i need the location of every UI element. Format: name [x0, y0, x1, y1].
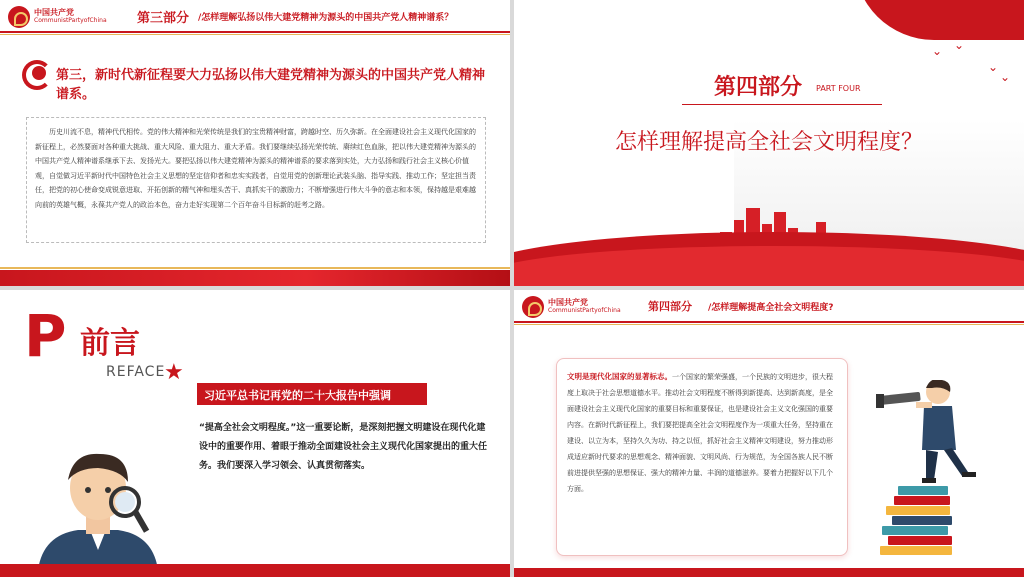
- bird-icon: ⌄: [954, 38, 965, 52]
- header-gold-line: [0, 34, 510, 35]
- preface-subtitle: REFACE: [106, 364, 166, 380]
- section-label: 第三部分: [137, 11, 190, 26]
- logo-text-cn: 中国共产党: [34, 8, 74, 17]
- footer-bar: [0, 564, 510, 577]
- star-icon: ★: [164, 360, 184, 385]
- slide-thumbnail-3[interactable]: [0, 290, 510, 577]
- header-gold-line: [514, 324, 1024, 325]
- logo-text-cn: 中国共产党: [548, 298, 588, 307]
- body-box: [26, 117, 486, 243]
- preface-title: 前言: [80, 326, 140, 361]
- section-subtitle-en: PART FOUR: [816, 84, 861, 93]
- main-title: 怎样理解提高全社会文明程度？: [614, 130, 923, 155]
- red-ribbon-light: [514, 246, 1024, 286]
- red-flag-decoration: [854, 0, 1024, 40]
- party-emblem-icon: [8, 6, 30, 28]
- card-body: 一个国家的繁荣强盛，一个民族的文明进步，很大程度上取决于社会思想道德水平。推动社会文明程度不断得到新提高、达到新高度，是全面建设社会主义现代化国家的重要目标和重要保证，也是建设社会主义文化强国的重要内容。在新时代新征程上，我们要把提高全社会文明程度作为一项重大任务，坚持重在建设、以立为本，坚持久久为功、持之以恒，抓好社会主义精神文明建设，努力推动形成适应新时代要求的思想观念、精神面貌、文明风尚、行为规范，为全国各族人民不断前进提供坚强的思想保证、强大的精神力量、丰润的道德滋养。要着力把握好以下几个方面。: [567, 373, 833, 493]
- card-lead: 文明是现代化国家的显著标志。: [567, 372, 672, 381]
- content-card: [556, 358, 848, 556]
- bird-icon: ⌄: [1000, 70, 1011, 84]
- slide-thumbnail-1[interactable]: [0, 0, 510, 286]
- section-label: 第四部分: [648, 300, 692, 313]
- footer-bar: [0, 270, 510, 286]
- telescope-man-illustration: [876, 380, 986, 490]
- subtitle: 第三，新时代新征程要大力弘扬以伟大建党精神为源头的中国共产党人精神谱系。: [56, 68, 486, 102]
- bird-icon: ⌄: [932, 44, 943, 58]
- footer-bar: [514, 568, 1024, 577]
- figure-icon: [32, 66, 46, 80]
- preface-letter: P: [24, 302, 67, 370]
- magnifier-man-illustration: [28, 440, 168, 570]
- bird-icon: ⌄: [988, 60, 999, 74]
- quote-text: “提高全社会文明程度。”这一重要论断，是深刻把握文明建设在现代化建设中的重要作用、着眼于推动全面建设社会主义现代化国家提出的重大任务。我们要深入学习领会、认真贯彻落实。: [199, 423, 488, 471]
- body-text: 历史川流不息，精神代代相传。党的伟大精神和光荣传统是我们的宝贵精神财富，跨越时空、历久弥新。在全面建设社会主义现代化国家的新征程上，必然要面对各种重大挑战、重大风险、重大阻力、重大矛盾。我们要继续弘扬光荣传统、赓续红色血脉，把以伟大建党精神为源头的中国共产党人精神谱系继承下去、发扬光大。要把弘扬以伟大建党精神为源头的精神谱系的要求落到实处，大力弘扬和践行社会主义核心价值观，自觉做习近平新时代中国特色社会主义思想的坚定信仰者和忠实实践者，自觉用党的创新理论武装头脑、指导实践、推动工作；坚定担当责任，把党的初心使命变成锐意进取、开拓创新的精气神和埋头苦干、真抓实干的激励力；不断增强进行伟大斗争的意志和本领，保持越是艰难越向前的英雄气概，永葆共产党人的政治本色，奋力走好实现第二个百年奋斗目标新的赶考之路。: [35, 128, 476, 209]
- slide-thumbnail-4[interactable]: [514, 290, 1024, 577]
- logo-text-en: CommunistPartyofChina: [34, 17, 107, 24]
- party-emblem-icon: [522, 296, 544, 318]
- header-divider: [0, 31, 510, 33]
- header-divider: [514, 321, 1024, 323]
- section-underline: [682, 104, 882, 105]
- slide-thumbnail-2[interactable]: [514, 0, 1024, 286]
- section-title: 第四部分: [714, 75, 803, 100]
- footer-gold-line: [0, 267, 510, 269]
- logo-text-en: CommunistPartyofChina: [548, 307, 621, 314]
- card-text: [567, 369, 837, 497]
- section-question: /怎样理解提高全社会文明程度?: [708, 303, 834, 313]
- section-question: /怎样理解弘扬以伟大建党精神为源头的中国共产党人精神谱系？: [198, 13, 454, 23]
- banner-text: 习近平总书记再党的二十大报告中强调: [204, 389, 391, 402]
